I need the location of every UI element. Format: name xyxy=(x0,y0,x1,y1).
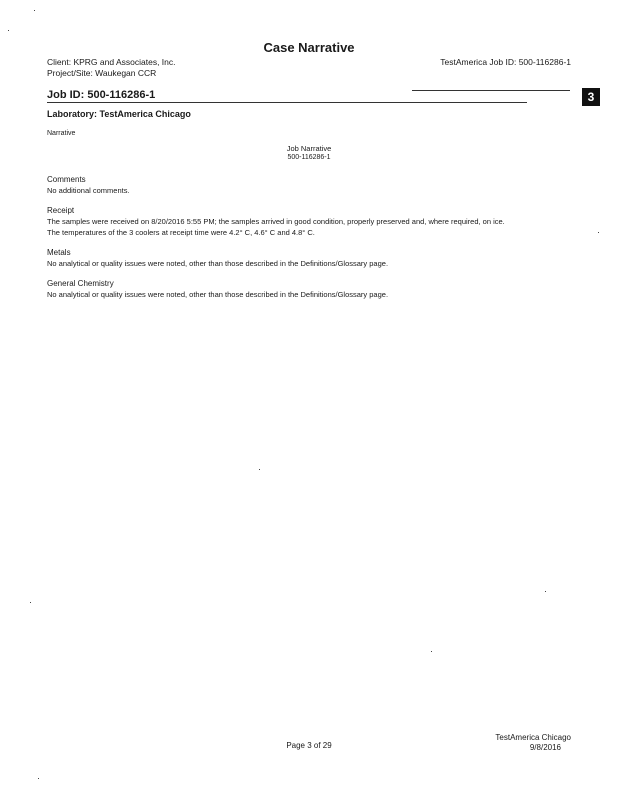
job-narrative-title: Job Narrative xyxy=(286,144,332,153)
testamerica-job-ref: TestAmerica Job ID: 500-116286-1 xyxy=(440,57,571,67)
project-site-line: Project/Site: Waukegan CCR xyxy=(47,68,157,78)
laboratory-line: Laboratory: TestAmerica Chicago xyxy=(47,109,191,119)
scan-speck xyxy=(431,651,432,652)
receipt-heading: Receipt xyxy=(47,206,75,215)
scan-speck xyxy=(8,30,9,31)
footer-page-number: Page 3 of 29 xyxy=(286,741,332,750)
general-chemistry-body: No analytical or quality issues were noted, other than those described in the Definitions/Glossary page. xyxy=(47,290,389,299)
receipt-line-2: The temperatures of the 3 coolers at receipt time were 4.2° C, 4.6° C and 4.8° C. xyxy=(47,228,315,237)
scan-speck xyxy=(30,602,31,603)
job-id-underline xyxy=(47,102,527,103)
scan-speck xyxy=(598,232,599,233)
general-chemistry-heading: General Chemistry xyxy=(47,279,114,288)
footer-lab-name: TestAmerica Chicago xyxy=(495,733,571,742)
comments-heading: Comments xyxy=(47,175,86,184)
client-line: Client: KPRG and Associates, Inc. xyxy=(47,57,176,67)
scan-speck xyxy=(34,10,35,11)
footer-date: 9/8/2016 xyxy=(529,743,561,752)
page-title: Case Narrative xyxy=(263,40,355,55)
section-number-badge: 3 xyxy=(582,88,600,106)
scan-speck xyxy=(38,778,39,779)
metals-heading: Metals xyxy=(47,248,71,257)
receipt-line-1: The samples were received on 8/20/2016 5:55 PM; the samples arrived in good condition, properly preserved and, where required, on ice. xyxy=(47,217,505,226)
comments-body: No additional comments. xyxy=(47,186,130,195)
scan-speck xyxy=(545,591,546,592)
scan-speck xyxy=(259,469,260,470)
header-divider-short xyxy=(412,90,570,91)
narrative-label: Narrative xyxy=(47,130,76,137)
metals-body: No analytical or quality issues were noted, other than those described in the Definitions/Glossary page. xyxy=(47,259,389,268)
job-narrative-id: 500-116286-1 xyxy=(287,154,331,161)
job-id-heading: Job ID: 500-116286-1 xyxy=(47,89,156,101)
